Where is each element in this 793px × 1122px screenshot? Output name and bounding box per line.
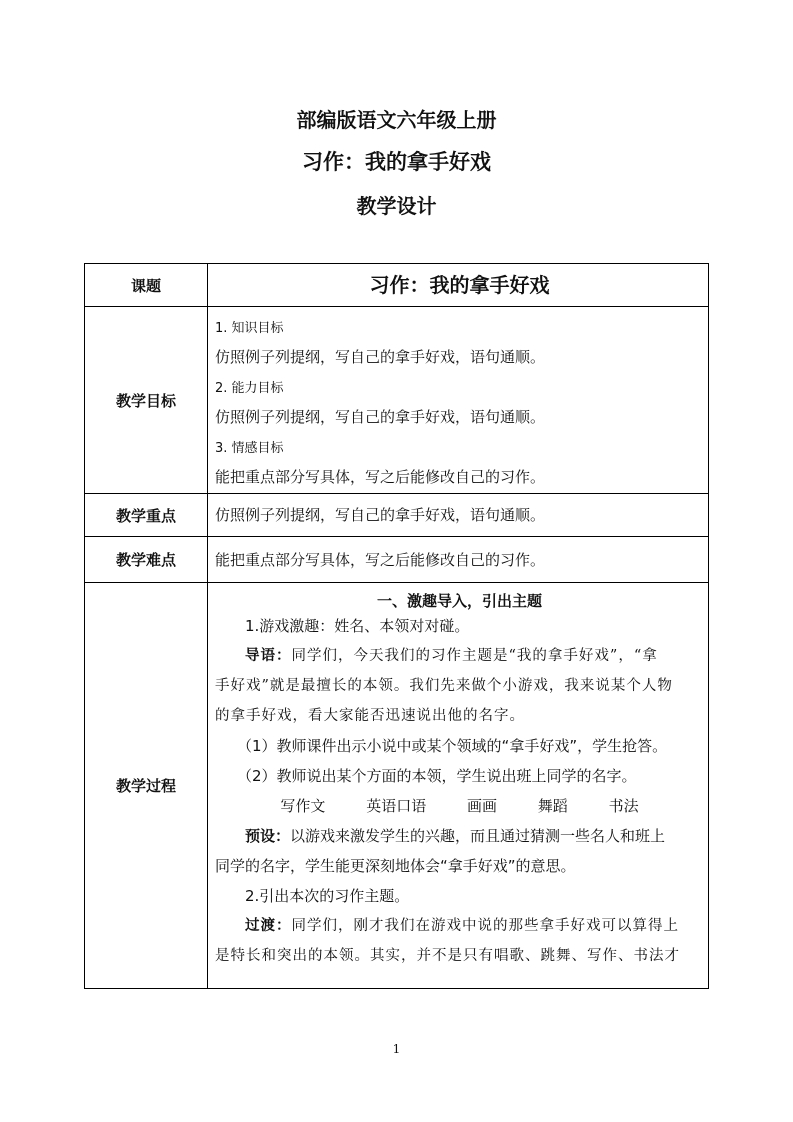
process-step: （2）教师说出某个方面的本领，学生说出班上同学的名字。 (237, 767, 637, 785)
intro-label: 导语： (245, 647, 292, 664)
goals-cell (208, 307, 709, 494)
goal-text: 仿照例子列提纲，写自己的拿手好戏，语句通顺。 (215, 408, 546, 426)
preset-paragraph (215, 821, 704, 851)
document-type: 教学设计 (356, 194, 437, 218)
process-label: 教学过程 (85, 583, 208, 989)
table-row-difficulty (85, 537, 709, 583)
goal-text: 能把重点部分写具体，写之后能修改自己的习作。 (215, 468, 546, 486)
key-points-text: 仿照例子列提纲，写自己的拿手好戏，语句通顺。 (208, 494, 709, 537)
difficulty-label: 教学难点 (85, 537, 208, 583)
topic-label: 课题 (85, 264, 208, 307)
skill-word: 写作文 (280, 797, 326, 815)
intro-paragraph-line: 的拿手好戏，看大家能否迅速说出他的名字。 (215, 708, 525, 724)
lesson-plan-table (84, 263, 709, 989)
process-item: 1.游戏激趣：姓名、本领对对碰。 (245, 617, 470, 635)
preset-text: 以游戏来激发学生的兴趣，而且通过猜测一些名人和班上 (290, 827, 666, 845)
table-row-process (85, 583, 709, 989)
difficulty-text: 能把重点部分写具体，写之后能修改自己的习作。 (208, 537, 709, 583)
preset-paragraph-line: 同学的名字，学生能更深刻地体会“拿手好戏”的意思。 (215, 857, 576, 875)
process-item: 2.引出本次的习作主题。 (245, 887, 410, 905)
intro-paragraph-line: 手好戏”就是最擅长的本领。我们先来做个小游戏，我来说某个人物 (215, 678, 673, 694)
process-step: （1）教师课件出示小说中或某个领域的“拿手好戏”，学生抢答。 (237, 737, 668, 755)
topic-cell (208, 264, 709, 307)
goal-heading: 3. 情感目标 (215, 441, 284, 456)
transition-paragraph-line: 是特长和突出的本领。其实，并不是只有唱歌、跳舞、写作、书法才 (215, 948, 680, 964)
skill-word: 画画 (466, 797, 497, 815)
intro-text: 同学们，今天我们的习作主题是“我的拿手好戏”，“拿 (291, 648, 658, 664)
document-title: 部编版语文六年级上册 (296, 108, 497, 132)
table-row-goals (85, 307, 709, 494)
goal-heading: 2. 能力目标 (215, 381, 284, 396)
document-subtitle: 习作：我的拿手好戏 (302, 150, 491, 174)
process-section-title: 一、激趣导入，引出主题 (376, 592, 542, 610)
table-row-topic (85, 264, 709, 307)
transition-text: 同学们，刚才我们在游戏中说的那些拿手好戏可以算得上 (291, 918, 679, 934)
intro-paragraph (215, 641, 704, 671)
table-row-key-points (85, 494, 709, 537)
goal-heading: 1. 知识目标 (215, 321, 284, 336)
process-cell (208, 583, 709, 989)
key-points-label: 教学重点 (85, 494, 208, 537)
goal-text: 仿照例子列提纲，写自己的拿手好戏，语句通顺。 (215, 348, 546, 366)
topic-value: 习作：我的拿手好戏 (369, 273, 550, 297)
skill-word: 舞蹈 (537, 797, 568, 815)
transition-label: 过渡： (245, 917, 292, 934)
skill-word-list (215, 791, 704, 821)
preset-label: 预设： (245, 827, 291, 845)
skill-word: 英语口语 (366, 797, 427, 815)
goals-label: 教学目标 (85, 307, 208, 494)
transition-paragraph (215, 911, 704, 941)
skill-word: 书法 (608, 797, 639, 815)
page-number: 1 (392, 1042, 401, 1056)
